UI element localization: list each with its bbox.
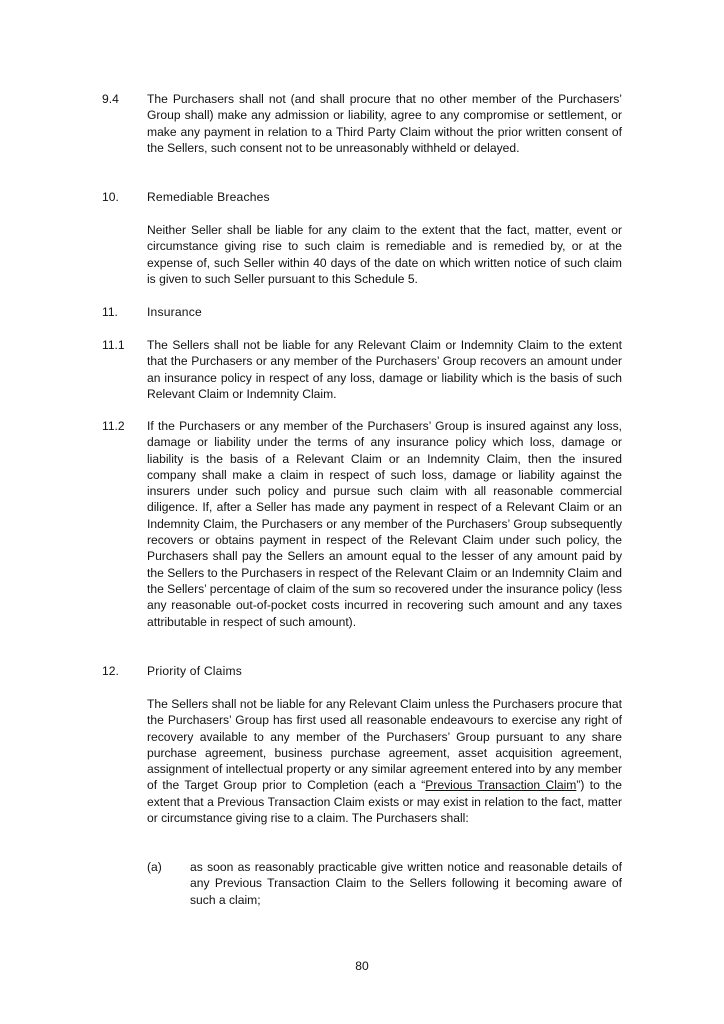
clause-heading: Priority of Claims — [147, 664, 242, 678]
clause-number: 9.4 — [102, 92, 119, 106]
clause-heading: Insurance — [147, 305, 202, 319]
clause-12-text-after: ”) to the extent that a Previous Transaction Claim exists or may exist in relation to the fact, matter or circumstance giving rise to a claim. The Purchasers shall: — [147, 778, 622, 826]
clause-heading: Remediable Breaches — [147, 190, 270, 204]
clause-number: 11. — [102, 305, 118, 319]
clause-text: If the Purchasers or any member of the Purchasers’ Group is insured against any loss, damage or liability under the terms of any insurance policy which loss, damage or liability is the basis of a Relevant Claim or an Indemnity Claim, then the insured company shall make a claim in respect of such loss, damage or liability against the insurers under such policy and pursue such claim with all reasonable commercial diligence. If, after a Seller has made any payment in respect of a Relevant Claim or an Indemnity Claim, the Purchasers or any member of the Purchasers’ Group subsequently recovers or obtains payment in respect of the Relevant Claim under such policy, the Purchasers shall pay the Sellers an amount equal to the lesser of any amount paid by the Sellers to the Purchasers in respect of the Relevant Claim or an Indemnity Claim and the Sellers’ percentage of claim of the sum so recovered under the insurance policy (less any reasonable out-of-pocket costs incurred in recovering such amount and any taxes attributable in respect of such amount). — [147, 419, 622, 629]
clause-12-text — [147, 696, 622, 826]
clause-10-text: Neither Seller shall be liable for any claim to the extent that the fact, matter, event or circumstance giving rise to such claim is remediable and is remedied by, or at the expense of, such Seller within 40 days of the date on which written notice of such claim is given to such Seller pursuant to this Schedule 5. — [147, 223, 622, 286]
clause-number: 11.2 — [102, 419, 125, 433]
clause-12-text-before: The Sellers shall not be liable for any Relevant Claim unless the Purchasers procure that the Purchasers’ Group has first used all reasonable endeavours to exercise any right of recovery available to any member of the Purchasers’ Group pursuant to any share purchase agreement, business purchase agreement, asset acquisition agreement, assignment of intellectual property or any similar agreement entered into by any member of the Target Group prior to Completion (each a “ — [147, 697, 622, 793]
clause-number: 11.1 — [102, 338, 125, 352]
subclause-label: (a) — [147, 860, 162, 874]
page-number: 80 — [355, 959, 369, 973]
subclause-a-text: as soon as reasonably practicable give written notice and reasonable details of any Previous Transaction Claim to the Sellers following it becoming aware of such a claim; — [190, 860, 622, 907]
clause-number: 12. — [102, 664, 119, 678]
clause-text: The Purchasers shall not (and shall procure that no other member of the Purchasers’ Group shall) make any admission or liability, agree to any compromise or settlement, or make any payment in relation to a Third Party Claim without the prior written consent of the Sellers, such consent not to be unreasonably withheld or delayed. — [147, 92, 622, 155]
defined-term: Previous Transaction Claim — [425, 778, 577, 793]
clause-text: The Sellers shall not be liable for any Relevant Claim or Indemnity Claim to the extent that the Purchasers or any member of the Purchasers’ Group recovers an amount under an insurance policy in respect of any loss, damage or liability which is the basis of such Relevant Claim or Indemnity Claim. — [147, 338, 622, 401]
clause-number: 10. — [102, 190, 119, 204]
